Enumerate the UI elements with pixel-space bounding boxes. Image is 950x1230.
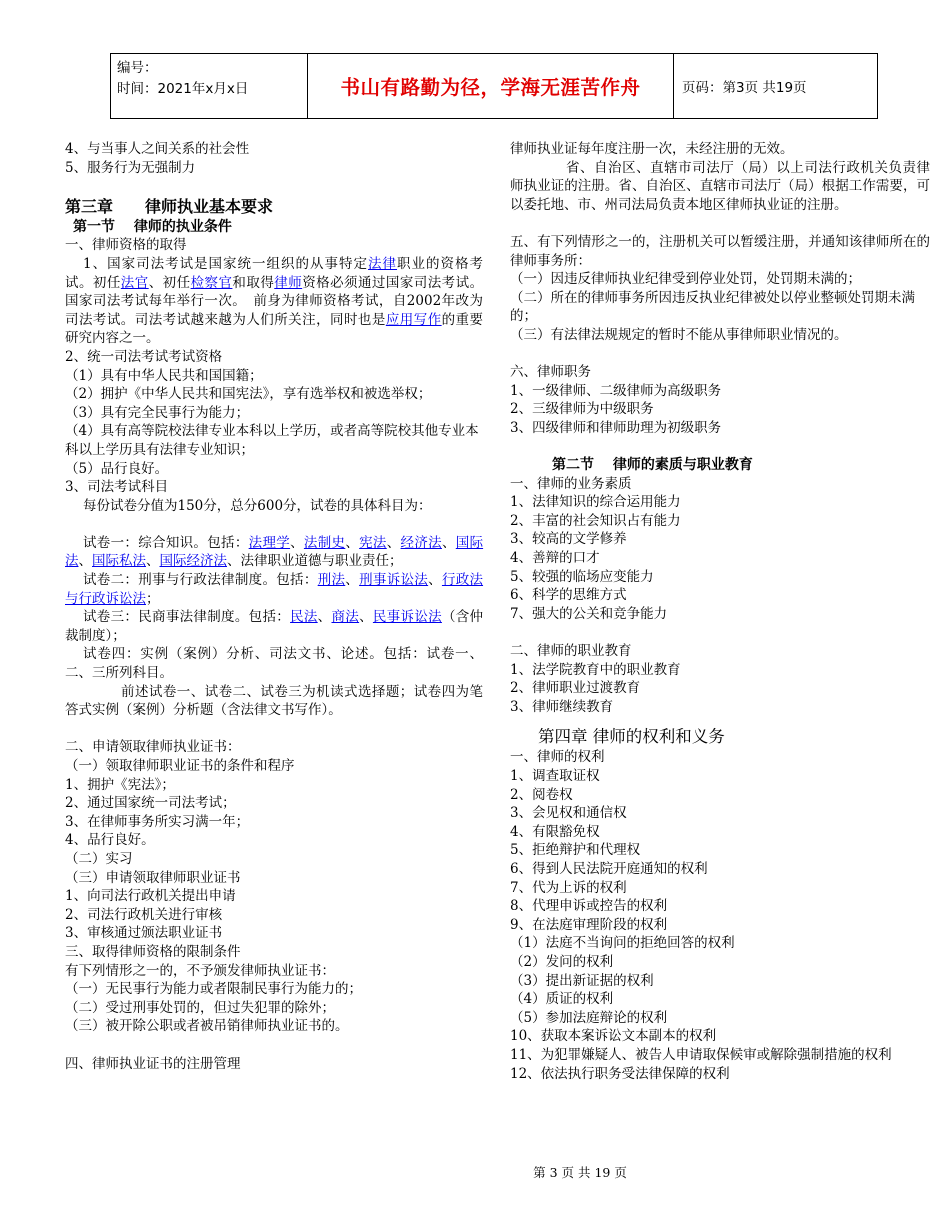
page-number: 第 3 页 共 19 页 [533,1165,627,1180]
link[interactable]: 民法 [290,609,318,626]
text-line: 2、通过国家统一司法考试； [65,795,236,812]
list-item: 2、丰富的社会知识占有能力 [510,512,681,529]
subheading: 二、申请领取律师执业证书： [65,739,241,756]
subheading: 一、律师资格的取得 [65,237,187,254]
list-item: 3、四级律师和律师助理为初级职务 [510,419,722,436]
list-item: 1、一级律师、二级律师为高级职务 [510,382,722,399]
list-item: 5、较强的临场应变能力 [510,568,654,585]
paper-2: 试卷二：刑事与行政法律制度。包括：刑法、刑事诉讼法、行政法与行政诉讼法； [65,572,484,607]
link[interactable]: 刑法 [317,572,346,589]
text-line: 3、审核通过颁法职业证书 [65,925,223,942]
list-item: （2）拥护《中华人民共和国宪法》，享有选举权和被选举权； [65,386,432,403]
text-line: （三）申请领取律师职业证书 [65,869,241,886]
left-column [65,140,483,1073]
link-law[interactable]: 法律 [368,255,398,272]
paragraph: 每份试卷分值为150分，总分600分，试卷的具体科目为： [83,497,432,514]
text-line: 1、拥护《宪法》； [65,776,175,793]
list-item: 4、有限豁免权 [510,823,600,840]
section-2-title: 第二节 律师的素质与职业教育 [552,457,753,474]
subheading: 一、律师的业务素质 [510,475,632,492]
subheading: 二、律师的职业教育 [510,643,632,660]
text-line: 有下列情形之一的，不予颁发律师执业证书： [65,962,335,979]
list-item: 3、会见权和通信权 [510,805,627,822]
chapter-3-title: 第三章 律师执业基本要求 [65,196,274,216]
paragraph: 1、国家司法考试是国家统一组织的从事特定法律职业的资格考试。初任法官、初任检察官和取得律师资格必须通过国家司法考试。国家司法考试每年举行一次。 前身为律师资格考试，自2002年改为司法考试。司法考试越来越为人们所关注，同时也是应用写作的重要研究内容之一。 [65,255,484,347]
list-item: 12、依法执行职务受法律保障的权利 [510,1065,730,1082]
text-line: 4、品行良好。 [65,832,155,849]
list-item: （1）法庭不当询问的拒绝回答的权利 [510,935,735,952]
list-item: （三）有法律法规规定的暂时不能从事律师职业情况的。 [510,326,848,343]
list-item: 2、律师职业过渡教育 [510,680,641,697]
list-item: 6、科学的思维方式 [510,587,627,604]
text-line: （一）无民事行为能力或者限制民事行为能力的； [65,981,362,998]
link[interactable]: 行政法与行政诉讼法 [65,572,484,607]
list-item: 1、法学院教育中的职业教育 [510,661,681,678]
link-applied-writing[interactable]: 应用写作 [385,311,442,328]
link[interactable]: 刑事诉讼法 [359,572,429,589]
link[interactable]: 法制史 [303,534,346,551]
list-item: （4）具有高等院校法律专业本科以上学历，或者高等院校其他专业本科以上学历具有法律专业知识； [65,423,479,458]
list-item: 2、三级律师为中级职务 [510,401,654,418]
link-judge[interactable]: 法官 [120,274,149,291]
list-item: 11、为犯罪嫌疑人、被告人申请取保候审或解除强制措施的权利 [510,1046,892,1063]
list-item: 7、强大的公关和竞争能力 [510,605,668,622]
list-item: 2、阅卷权 [510,786,573,803]
text-line: 1、向司法行政机关提出申请 [65,888,236,905]
text-line: 3、在律师事务所实习满一年； [65,813,250,830]
time-label: 时间：2021年x月x日 [117,81,249,97]
list-item: （二）所在的律师事务所因违反执业纪律被处以停业整顿处罚期未满的； [510,289,915,325]
subheading: 一、律师的权利 [510,749,605,766]
list-item: 7、代为上诉的权利 [510,879,627,896]
list-item: 3、律师继续教育 [510,698,614,715]
list-item: 8、代理申诉或控告的权利 [510,898,668,915]
header-meta [111,54,308,118]
list-item: （3）具有完全民事行为能力； [65,404,250,421]
link[interactable]: 经济法 [400,534,442,551]
paper-4: 试卷四：实例（案例）分析、司法文书、论述。包括：试卷一、二、三所列科目。 [65,646,483,682]
list-item: 5、拒绝辩护和代理权 [510,842,641,859]
text-line: （一）领取律师职业证书的条件和程序 [65,758,295,774]
list-item: 6、得到人民法院开庭通知的权利 [510,860,708,877]
subheading: 六、律师职务 [510,364,591,381]
link[interactable]: 国际私法 [92,553,146,570]
paragraph: 五、有下列情形之一的，注册机关可以暂缓注册，并通知该律师所在的律师事务所： [510,233,930,269]
list-item: 9、在法庭审理阶段的权利 [510,916,668,933]
list-item: （5）参加法庭辩论的权利 [510,1009,668,1026]
link[interactable]: 宪法 [359,534,387,551]
header-page-label: 页码：第3页 共19页 [682,80,807,96]
text-line: 2、司法行政机关进行审核 [65,906,223,923]
link-prosecutor[interactable]: 检察官 [190,274,233,291]
header-motto: 书山有路勤为径，学海无涯苦作舟 [308,54,674,118]
paragraph: 省、自治区、直辖市司法厅（局）以上司法行政机关负责律师执业证的注册。省、自治区、直辖市司法厅（局）根据工作需要，可以委托地、市、州司法局负责本地区律师执业证的注册。 [510,159,930,213]
right-column [510,140,930,1083]
paper-1: 试卷一：综合知识。包括：法理学、法制史、宪法、经济法、国际法、国际私法、国际经济法、法律职业道德与职业责任； [65,534,484,570]
link[interactable]: 国际法 [65,534,484,570]
text-line: 5、服务行为无强制力 [65,159,196,176]
chapter-4-title: 第四章 律师的权利和义务 [538,727,725,747]
page-footer [0,1163,950,1181]
list-item: 4、善辩的口才 [510,550,600,567]
list-item: （5）品行良好。 [65,460,169,477]
list-item: 1、法律知识的综合运用能力 [510,494,681,511]
text-line: （三）被开除公职或者被吊销律师执业证书的。 [65,1018,349,1035]
subheading: 三、取得律师资格的限制条件 [65,943,241,960]
list-item: （一）因违反律师执业纪律受到停业处罚，处罚期未满的； [510,271,861,288]
link[interactable]: 法理学 [248,534,291,551]
link[interactable]: 国际经济法 [159,553,227,570]
text-line: （二）实习 [65,850,133,867]
list-item: （3）提出新证据的权利 [510,972,654,989]
code-label: 编号： [117,60,158,76]
subheading: 四、律师执业证书的注册管理 [65,1055,241,1072]
section-1-title: 第一节 律师的执业条件 [73,218,232,235]
link[interactable]: 民事诉讼法 [372,609,442,626]
subheading: 2、统一司法考试考试资格 [65,348,223,365]
paper-3: 试卷三：民商事法律制度。包括：民法、商法、民事诉讼法（含仲裁制度）； [65,609,484,644]
list-item: （2）发问的权利 [510,953,614,970]
list-item: 3、较高的文学修养 [510,531,627,548]
link[interactable]: 商法 [331,609,360,626]
page-header [110,53,878,119]
subheading: 3、司法考试科目 [65,479,169,496]
list-item: 1、调查取证权 [510,768,600,784]
list-item: （1）具有中华人民共和国国籍； [65,367,263,384]
text-line: （二）受过刑事处罚的，但过失犯罪的除外； [65,999,335,1016]
text-line: 4、与当事人之间关系的社会性 [65,141,250,157]
list-item: 10、获取本案诉讼文本副本的权利 [510,1028,717,1045]
text-line: 律师执业证每年度注册一次，未经注册的无效。 [510,141,794,157]
link-lawyer[interactable]: 律师 [274,274,303,291]
paragraph: 前述试卷一、试卷二、试卷三为机读式选择题；试卷四为笔答式实例（案例）分析题（含法律文书写作）。 [65,683,483,719]
list-item: （4）质证的权利 [510,991,614,1008]
